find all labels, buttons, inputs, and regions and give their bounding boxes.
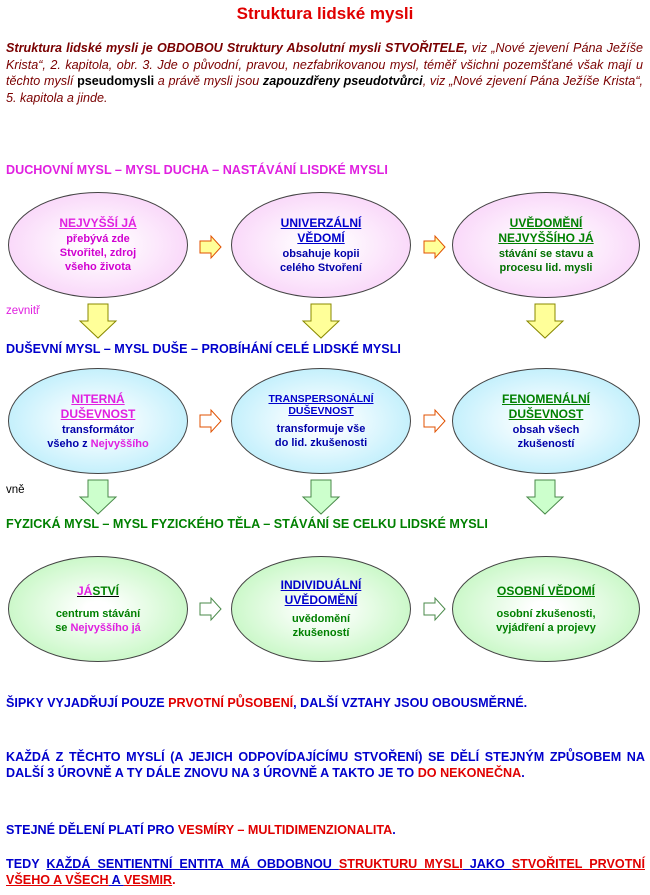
node-sub-line: transformátor [61, 423, 135, 436]
node-sub-line: stávání se stavu a [498, 247, 594, 260]
node-title: UNIVERZÁLNÍ VĚDOMÍ [280, 215, 362, 245]
node-sub-line: celého Stvoření [280, 261, 362, 274]
intro-text-3: , viz „Nové zjevení Pána Ježíše Krista“, 5. kapitola a jinde. [6, 74, 644, 105]
arrow-down-icon [303, 480, 339, 514]
node-sub-text: se [55, 621, 71, 634]
note-universes [6, 822, 645, 838]
intro-lead: Struktura lidské mysli je OBDOBOU Struktury Absolutní mysli STVOŘITELE, [6, 41, 468, 55]
note-text: . [521, 766, 525, 780]
intro-text-2: a právě mysli jsou [154, 74, 263, 88]
note-text: ŠIPKY VYJADŘUJÍ POUZE [6, 696, 169, 710]
node-title-part: STVÍ [92, 583, 119, 598]
node-uvedomeni-nejvyssiho-ja [452, 192, 640, 298]
note-text: TEDY [6, 857, 47, 871]
node-title: FENOMENÁLNÍ DUŠEVNOST [502, 391, 590, 421]
note-highlight: VESMIR [123, 873, 173, 887]
node-title: OSOBNÍ VĚDOMÍ [496, 583, 595, 598]
node-sub-highlight: Nejvyššího já [70, 621, 141, 634]
intro-pseudotvurci: zapouzdřeny pseudotvůrci [262, 74, 423, 88]
node-jastvi [8, 556, 188, 662]
note-conclusion [6, 856, 645, 888]
arrow-right-icon [424, 236, 446, 258]
arrow-right-icon [424, 410, 446, 432]
node-niterna-dusevnost [8, 368, 188, 474]
note-underlined: JAKO [462, 857, 512, 871]
node-sub-highlight: Nejvyššího [90, 437, 149, 450]
node-osobni-vedomi [452, 556, 640, 662]
arrow-down-icon [303, 304, 339, 338]
node-sub-line: přebývá zde [66, 233, 130, 245]
node-individualni-uvedomeni [231, 556, 411, 662]
intro-text-1: viz „Nové zjevení Pána Ježíše Krista“, 2. kapitola, obr. 3. Jde o původní, pravou, nezfabrikovanou mysl, téměř všichni pozemšťané však mají u těchto myslí [6, 41, 643, 88]
arrow-down-icon [80, 480, 116, 514]
note-highlight: VESMÍRY – MULTIDIMENZIONALITA [177, 823, 393, 837]
node-sub-line: zkušeností [292, 627, 350, 639]
node-sub-line [47, 437, 149, 451]
note-text: , DALŠÍ VZTAHY JSOU OBOUSMĚRNÉ. [293, 696, 528, 710]
note-zevnitr: zevnitř [6, 305, 40, 317]
node-sub-line: procesu lid. mysli [499, 261, 593, 274]
node-sub-line: Stvořitel, zdroj [59, 247, 137, 259]
node-title: UVĚDOMĚNÍ NEJVYŠŠÍHO JÁ [498, 215, 594, 245]
arrow-right-icon [200, 410, 222, 432]
arrow-down-icon [527, 304, 563, 338]
note-highlight: PRVOTNÍ PŮSOBENÍ [168, 696, 294, 710]
node-fenomenalni-dusevnost [452, 368, 640, 474]
node-sub-line: vyjádření a projevy [496, 621, 596, 634]
note-vne: vně [6, 484, 25, 496]
node-nejvyssi-ja [8, 192, 188, 298]
node-sub-line: obsah všech [512, 423, 580, 436]
node-title-part: JÁ [76, 583, 93, 598]
note-text: KAŽDÁ Z TĚCHTO MYSLÍ (A JEJICH ODPOVÍDAJÍCÍMU STVOŘENÍ) SE DĚLÍ STEJNÝM ZPŮSOBEM NA DALŠÍ 3 ÚROVNĚ A TY DÁLE ZNOVU NA 3 ÚROVNĚ A TAKTO JE TO [6, 750, 645, 780]
node-transpersonalni-dusevnost [231, 368, 411, 474]
note-text: STEJNÉ DĚLENÍ PLATÍ PRO [6, 823, 178, 837]
node-title [77, 584, 119, 599]
node-sub-line: centrum stávání [55, 607, 141, 620]
note-highlight: STVOŘITEL PRVOTNÍ VŠEHO A VŠECH [6, 857, 645, 887]
node-sub-line: zkušeností [517, 437, 575, 450]
node-title: NEJVYŠŠÍ JÁ [59, 216, 137, 230]
page-title: Struktura lidské mysli [236, 4, 414, 23]
arrow-down-icon [527, 480, 563, 514]
arrow-right-icon [424, 598, 446, 620]
node-sub-line: uvědomění [291, 613, 351, 625]
note-highlight: STRUKTURU MYSLI [338, 857, 463, 871]
arrow-right-icon [200, 598, 222, 620]
node-sub-line: transformuje vše [276, 422, 366, 435]
arrow-down-icon [80, 304, 116, 338]
node-title: NITERNÁ DUŠEVNOST [60, 391, 136, 421]
node-sub-line: do lid. zkušenosti [274, 436, 368, 449]
note-underlined: KAŽDÁ SENTIENTNÍ ENTITA MÁ OBDOBNOU [46, 857, 339, 871]
note-text: . [172, 873, 176, 887]
level-spiritual-heading: DUCHOVNÍ MYSL – MYSL DUCHA – NASTÁVÁNÍ LISDKÉ MYSLI [6, 163, 388, 177]
level-soul-heading: DUŠEVNÍ MYSL – MYSL DUŠE – PROBÍHÁNÍ CELÉ LIDSKÉ MYSLI [6, 342, 401, 356]
arrow-right-icon [200, 236, 222, 258]
note-underlined: A [108, 873, 124, 887]
intro-pseudomysli: pseudomysli [77, 74, 155, 88]
note-text: . [392, 823, 396, 837]
node-title: TRANSPERSONÁLNÍ DUŠEVNOST [268, 392, 374, 417]
node-sub-line: všeho života [64, 261, 132, 273]
node-sub-text: všeho z [47, 437, 91, 450]
note-division [6, 749, 645, 781]
node-sub-line: obsahuje kopii [282, 247, 360, 260]
node-sub-line [55, 621, 141, 635]
note-arrows [6, 695, 645, 711]
note-highlight: DO NEKONEČNA [417, 766, 522, 780]
node-title: INDIVIDUÁLNÍ UVĚDOMĚNÍ [280, 578, 362, 607]
level-physical-heading: FYZICKÁ MYSL – MYSL FYZICKÉHO TĚLA – STÁVÁNÍ SE CELKU LIDSKÉ MYSLI [6, 517, 488, 531]
node-univerzalni-vedomi [231, 192, 411, 298]
intro-paragraph [6, 40, 643, 106]
node-sub-line: osobní zkušenosti, [496, 607, 596, 620]
